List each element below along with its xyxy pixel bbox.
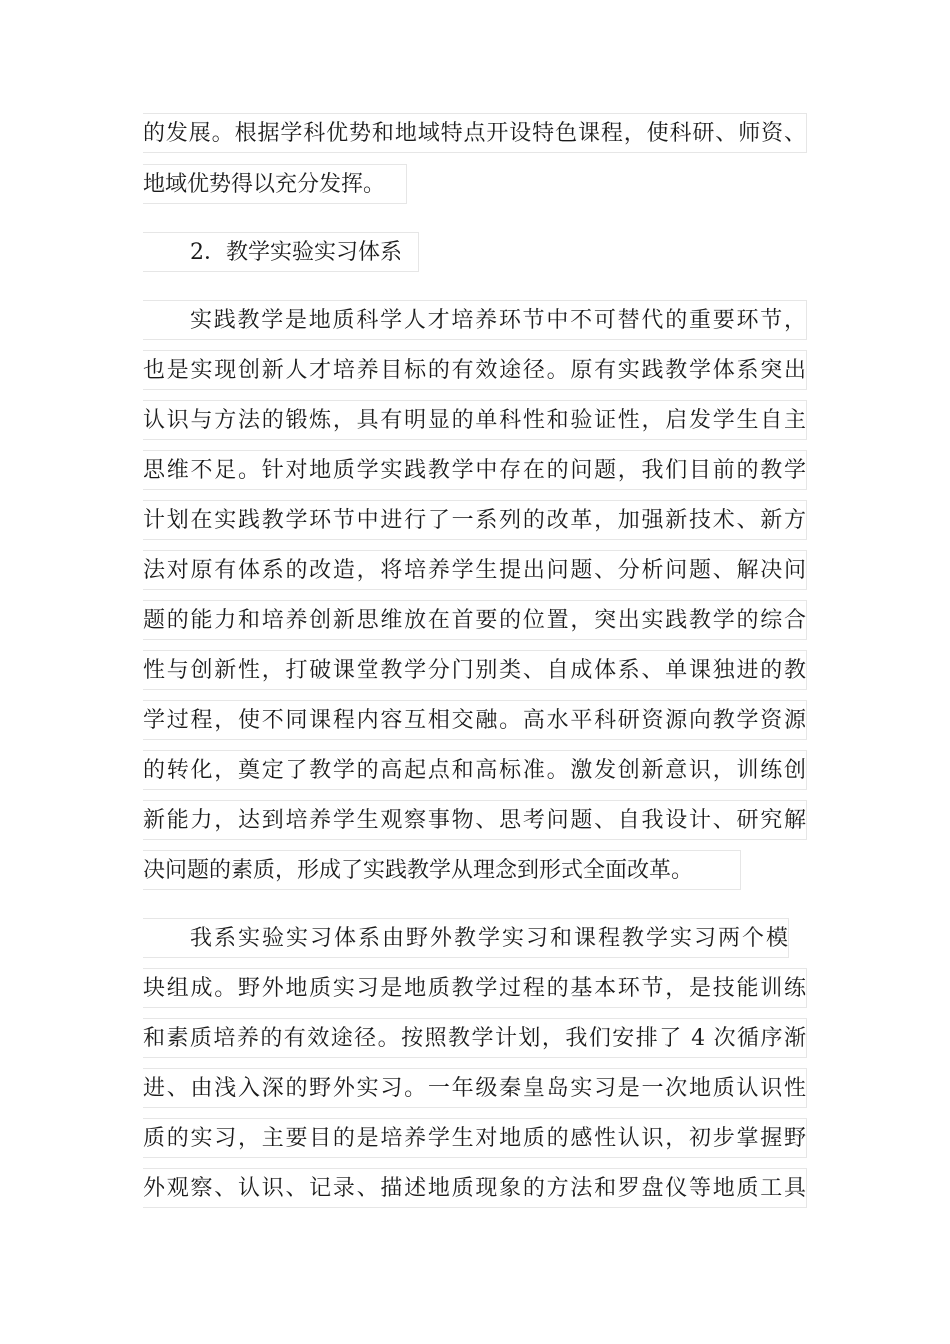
text-line: 实践教学是地质科学人才培养环节中不可替代的重要环节， xyxy=(143,300,807,340)
text-line: 的发展。根据学科优势和地域特点开设特色课程，使科研、师资、 xyxy=(143,113,807,153)
text-line: 思维不足。针对地质学实践教学中存在的问题，我们目前的教学 xyxy=(143,450,807,490)
text-line: 质的实习，主要目的是培养学生对地质的感性认识，初步掌握野 xyxy=(143,1118,807,1158)
text-line: 题的能力和培养创新思维放在首要的位置，突出实践教学的综合 xyxy=(143,600,807,640)
text-line: 外观察、认识、记录、描述地质现象的方法和罗盘仪等地质工具 xyxy=(143,1168,807,1208)
text-line: 也是实现创新人才培养目标的有效途径。原有实践教学体系突出 xyxy=(143,350,807,390)
text-line: 的转化，奠定了教学的高起点和高标准。激发创新意识，训练创 xyxy=(143,750,807,790)
text-line: 地域优势得以充分发挥。 xyxy=(143,164,407,204)
text-line: 进、由浅入深的野外实习。一年级秦皇岛实习是一次地质认识性 xyxy=(143,1068,807,1108)
text-line: 性与创新性，打破课堂教学分门别类、自成体系、单课独进的教 xyxy=(143,650,807,690)
text-line: 认识与方法的锻炼，具有明显的单科性和验证性，启发学生自主 xyxy=(143,400,807,440)
text-line: 和素质培养的有效途径。按照教学计划，我们安排了 4 次循序渐 xyxy=(143,1018,807,1058)
text-line: 块组成。野外地质实习是地质教学过程的基本环节，是技能训练 xyxy=(143,968,807,1008)
text-line: 决问题的素质，形成了实践教学从理念到形式全面改革。 xyxy=(143,850,741,890)
text-line: 计划在实践教学环节中进行了一系列的改革，加强新技术、新方 xyxy=(143,500,807,540)
section-heading: 2．教学实验实习体系 xyxy=(143,232,419,272)
text-line: 学过程，使不同课程内容互相交融。高水平科研资源向教学资源 xyxy=(143,700,807,740)
text-line: 我系实验实习体系由野外教学实习和课程教学实习两个模 xyxy=(143,918,789,958)
text-line: 法对原有体系的改造，将培养学生提出问题、分析问题、解决问 xyxy=(143,550,807,590)
text-line: 新能力，达到培养学生观察事物、思考问题、自我设计、研究解 xyxy=(143,800,807,840)
